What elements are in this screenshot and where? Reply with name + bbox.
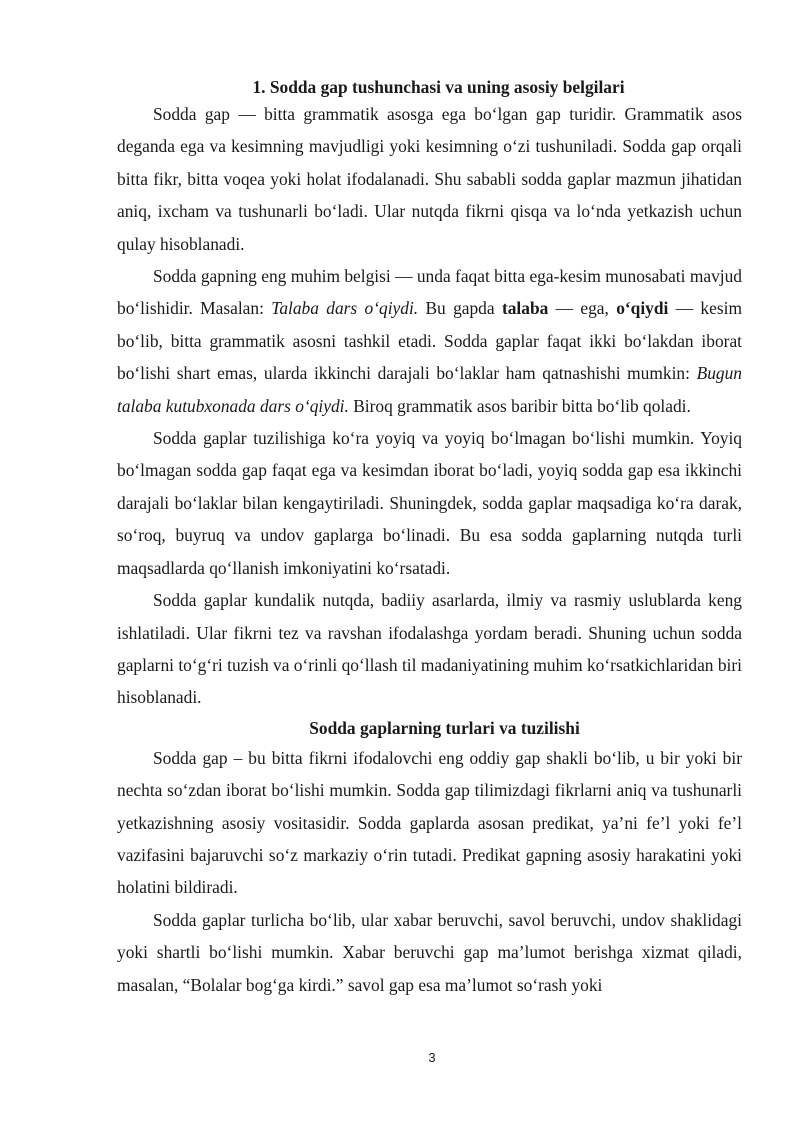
section-heading: 1. Sodda gap tushunchasi va uning asosiy belgilari	[252, 77, 625, 97]
highlighted-subject: talaba	[501, 298, 549, 319]
paragraph-main-feature	[117, 260, 742, 422]
example-sentence: Bugun talaba kutubxonada dars o‘qiydi.	[117, 363, 742, 416]
example-sentence: Talaba dars o‘qiydi.	[271, 298, 419, 319]
paragraph-usage: Sodda gaplar kundalik nutqda, badiiy asarlarda, ilmiy va rasmiy uslublarda keng ishlatiladi. Ular fikrni tez va ravshan ifodalashga yordam beradi. Shuning uchun sodda gaplarni to‘g‘ri tuzish va o‘rinli qo‘llash til madaniyatining muhim ko‘rsatkichlaridan biri hisoblanadi.	[117, 590, 742, 708]
paragraph-text: Biroq grammatik asos baribir bitta bo‘lib qoladi.	[348, 395, 691, 416]
paragraph-types-detail: Sodda gaplar turlicha bo‘lib, ular xabar beruvchi, savol beruvchi, undov shaklidagi yoki shartli bo‘lishi mumkin. Xabar beruvchi gap ma’lumot berishga xizmat qiladi, masalan, “Bolalar bog‘ga kirdi.” savol gap esa ma’lumot so‘rash yoki	[117, 909, 742, 995]
paragraph-structure: Sodda gaplar tuzilishiga ko‘ra yoyiq va yoyiq bo‘lmagan bo‘lishi mumkin. Yoyiq bo‘lmagan sodda gap faqat ega va kesimdan iborat bo‘ladi, yoyiq sodda gap esa ikkinchi darajali bo‘laklar bilan kengaytiriladi. Shuningdek, sodda gaplar maqsadiga ko‘ra darak, so‘roq, buyruq va undov gaplarga bo‘linadi. Bu esa sodda gaplarning nutqda turli maqsadlarda qo‘llanish imkoniyatini ko‘rsatadi.	[117, 428, 742, 578]
highlighted-predicate: o‘qiydi	[616, 298, 669, 319]
paragraph-text: Bu gapda	[418, 298, 502, 319]
paragraph-text: Sodda gapning eng muhim belgisi — unda faqat bitta ega-kesim munosabati mavjud bo‘lishidir. Masalan:	[117, 266, 742, 319]
page-number: 3	[428, 1050, 436, 1065]
paragraph-text: — kesim bo‘lib, bitta grammatik asosni tashkil etadi. Sodda gaplar faqat ikki bo‘lakdan iborat bo‘lishi shart emas, ularda ikkinchi darajali bo‘laklar ham qatnashishi mumkin:	[117, 298, 742, 384]
paragraph-types-intro: Sodda gap – bu bitta fikrni ifodalovchi eng oddiy gap shakli bo‘lib, u bir yoki bir nechta so‘zdan iborat bo‘lishi mumkin. Sodda gap tilimizdagi fikrlarni aniq va tushunarli yetkazishning asosiy vositasidir. Sodda gaplarda asosan predikat, ya’ni fe’l yoki fe’l vazifasini bajaruvchi so‘z markaziy o‘rin tutadi. Predikat gapning asosiy harakatini yoki holatini bildiradi.	[117, 747, 742, 898]
paragraph-definition: Sodda gap — bitta grammatik asosga ega bo‘lgan gap turidir. Grammatik asos deganda ega va kesimning mavjudligi yoki kesimning o‘zi tushuniladi. Sodda gap orqali bitta fikr, bitta voqea yoki holat ifodalanadi. Shu sababli sodda gaplar mazmun jihatidan aniq, ixcham va tushunarli bo‘ladi. Ular nutqda fikrni qisqa va lo‘nda yetkazish uchun qulay hisoblanadi.	[117, 104, 742, 254]
document-page	[117, 76, 742, 1001]
subsection-heading: Sodda gaplarning turlari va tuzilishi	[309, 717, 580, 738]
paragraph-text: — ega,	[548, 298, 617, 319]
